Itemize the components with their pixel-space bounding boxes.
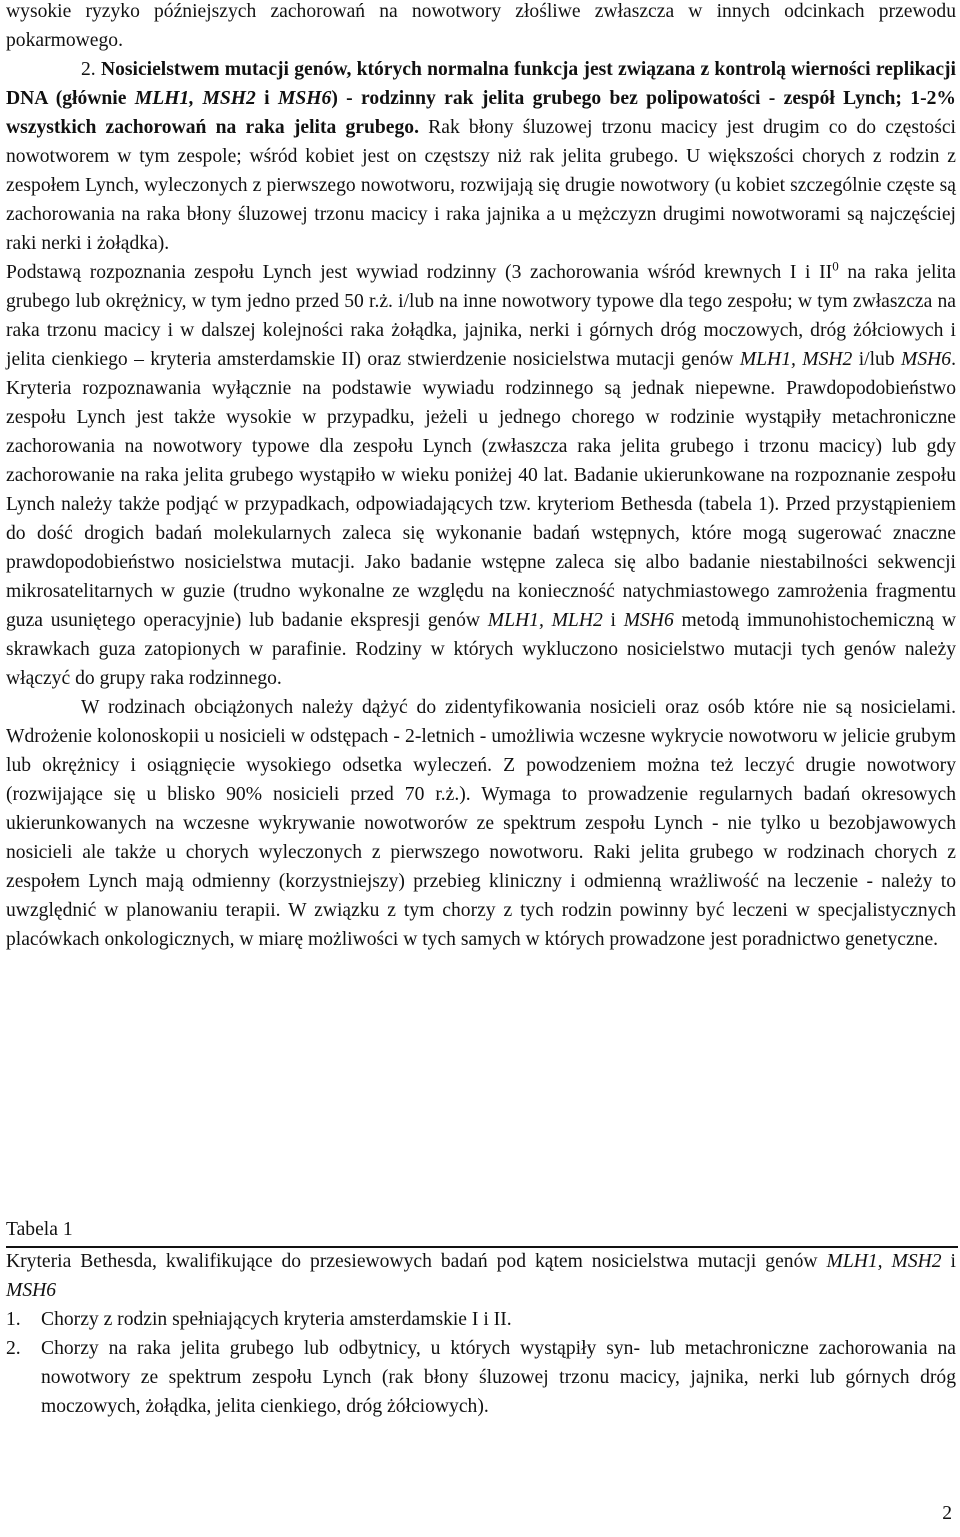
diagnosis-genes: MLH1, MSH2 <box>739 349 853 370</box>
criterion-number: 1. <box>6 1309 21 1330</box>
diagnosis-gene3: MSH6 <box>901 349 952 370</box>
diagnosis-text-c: i/lub <box>852 349 902 370</box>
criterion-text: Chorzy na raka jelita grubego lub odbytnicy, u których wystąpiły syn- lub metachroniczne zachorowania na nowotwory ze spektrum zespołu Lynch (rak błony śluzowej trzonu macicy, jajnika, nerki lub górnych dróg moczowych, żołądka, jelita cienkiego, dróg żółciowych). <box>41 1338 956 1417</box>
diagnosis-text-a: Podstawą rozpoznania zespołu Lynch jest wywiad rodzinny (3 zachorowania wśród krewnych I i II <box>6 262 833 283</box>
body-text <box>6 0 956 954</box>
item-2-rest: Rak błony śluzowej trzonu macicy jest drugim co do częstości nowotworem w tym zespole; wśród kobiet jest on częstszy niż rak jelita grubego. U większości chorych z rodzin z zespołem Lynch, wyleczonych z pierwszego nowotworu, rozwijają się drugie nowotwory (u kobiet szczególnie częste są zachorowania na raka błony śluzowej trzonu macicy i raka jajnika a u mężczyzn drugimi nowotworami są najczęściej raki nerki i żołądka). <box>6 117 956 254</box>
table-caption-gene3: MSH6 <box>6 1280 57 1301</box>
criterion-1 <box>6 1305 956 1334</box>
item-2-heading-a: Nosicielstwem mutacji genów, których normalna funkcja jest związana z kontrolą wierności replikacji DNA (głównie <box>6 59 957 109</box>
item-2-heading-c: ) - rodzinny rak jelita grubego bez polipowatości - zespół Lynch; 1-2% wszystkich zachorowań na raka jelita grubego. <box>6 88 956 138</box>
table-caption-a: Kryteria Bethesda, kwalifikujące do przesiewowych badań pod kątem nosicielstwa mutacji genów <box>6 1251 827 1272</box>
table-label: Tabela 1 <box>6 1219 73 1240</box>
diagnosis-paragraph <box>6 258 956 693</box>
item-2-paragraph <box>6 55 956 258</box>
table-caption-genes: MLH1, MSH2 <box>826 1251 942 1272</box>
item-2-number: 2. <box>81 59 96 80</box>
diagnosis-gene6: MSH6 <box>623 610 674 631</box>
diagnosis-genes2: MLH1, MLH2 <box>487 610 603 631</box>
criterion-text: Chorzy z rodzin spełniających kryteria amsterdamskie I i II. <box>41 1309 512 1330</box>
page-number: 2 <box>942 1503 952 1524</box>
criterion-number: 2. <box>6 1338 21 1359</box>
table-caption <box>6 1247 956 1305</box>
item-2-genes: MLH1, MSH2 <box>134 88 256 109</box>
item-2-heading-b: i <box>255 88 278 109</box>
criterion-2 <box>6 1334 956 1421</box>
table-caption-b: i <box>941 1251 956 1272</box>
families-paragraph: W rodzinach obciążonych należy dążyć do zidentyfikowania nosicieli oraz osób które nie są nosicielami. Wdrożenie kolonoskopii u nosicieli w odstępach - 2-letnich - umożliwia wczesne wykrycie nowotworu w jelicie grubym lub okrężnicy i osiągnięcie wysokiego odsetka wyleczeń. Z powodzeniem można też leczyć drugie nowotwory (rozwijające się u blisko 90% nosicieli przed 70 r.ż.). Wymaga to prowadzenie regularnych badań okresowych ukierunkowanych na wczesne wykrywanie nowotworów ze spektrum zespołu Lynch - nie tylko u bezobjawowych nosicieli ale także u chorych wyleczonych z pierwszego nowotworu. Raki jelita grubego w rodzinach chorych z zespołem Lynch mają odmienny (korzystniejszy) przebieg kliniczny i odmienną wrażliwość na leczenie - należy to uwzględnić w planowaniu terapii. W związku z tym chorzy z tych rodzin powinny być leczeni w specjalistycznych placówkach onkologicznych, w miarę możliwości w tych samych w których prowadzone jest poradnictwo genetyczne. <box>6 697 956 950</box>
diagnosis-text-e: i <box>602 610 624 631</box>
diagnosis-text-d: . Kryteria rozpoznawania wyłącznie na podstawie wywiadu rodzinnego są jednak niepewne. Prawdopodobieństwo zespołu Lynch jest także wysokie w przypadku, jeżeli u jednego chorego w rodzinie wystąpiły metachroniczne zachorowania na nowotwory typowe dla zespołu Lynch (zwłaszcza raka jelita grubego i trzonu macicy) lub gdy zachorowanie na raka jelita grubego wystąpiło w wieku poniżej 40 lat. Badanie ukierunkowane na rozpoznanie zespołu Lynch należy także podjąć w przypadkach, odpowiadających tzw. kryteriom Bethesda (tabela 1). Przed przystąpieniem do dość drogich badań molekularnych zaleca się wykonanie badań wstępnych, które mogą sugerować znaczne prawdopodobieństwo nosicielstwa mutacji. Jako badanie wstępne zaleca się albo badanie niestabilności sekwencji mikrosatelitarnych w guzie (trudno wykonalne ze względu na konieczność natychmiastowego zamrożenia fragmentu guza usuniętego operacyjnie) lub badanie ekspresji genów <box>6 349 956 631</box>
diagnosis-text-b: na raka jelita grubego lub okrężnicy, w tym jedno przed 50 r.ż. i/lub na inne nowotwory typowe dla tego zespołu; w tym zwłaszcza na raka trzonu macicy i w dalszej kolejności raka żołądka, jajnika, nerki i górnych dróg moczowych, dróg żółciowych i jelita cienkiego – kryteria amsterdamskie II) oraz stwierdzenie nosicielstwa mutacji genów <box>6 262 956 370</box>
degree-superscript: 0 <box>832 258 839 274</box>
bethesda-table <box>6 1247 956 1421</box>
item-2-gene3: MSH6 <box>277 88 332 109</box>
intro-paragraph-end: wysokie ryzyko późniejszych zachorowań na nowotwory złośliwe zwłaszcza w innych odcinkach przewodu pokarmowego. <box>6 1 956 51</box>
diagnosis-text-f: metodą immunohistochemiczną w skrawkach guza zatopionych w parafinie. Rodziny w których wykluczono nosicielstwo mutacji tych genów należy włączyć do grupy raka rodzinnego. <box>6 610 956 689</box>
